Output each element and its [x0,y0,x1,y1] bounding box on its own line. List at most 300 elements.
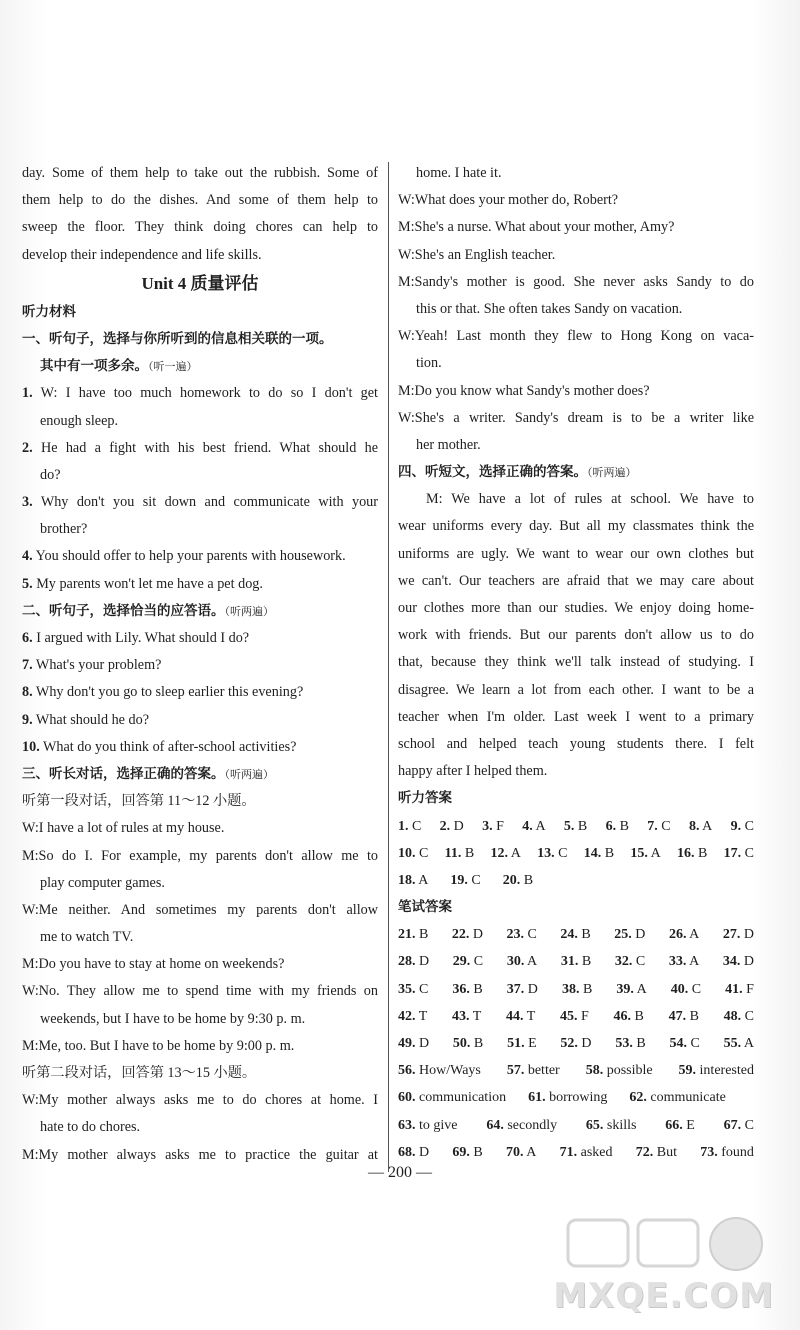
answer-value: C [741,1008,754,1024]
answer-item [398,840,428,867]
answer-number: 56. [398,1063,416,1079]
question-line [22,435,378,462]
answer-number: 7. [647,818,658,834]
question-text: He had a fight with his best friend. What should he [32,439,378,456]
answer-value: A [647,845,661,861]
answer-number: 28. [398,954,416,970]
answer-value: C [524,927,537,943]
dialogue2-intro: 听第二段对话，回答第 13～15 小题。 [22,1065,257,1081]
question-number: 4. [22,548,33,565]
answer-number: 18. [398,872,416,888]
answer-number: 54. [669,1036,687,1051]
answer-number: 2. [439,818,451,834]
answer-number: 24. [560,927,578,943]
answer-number: 64. [486,1117,504,1133]
answer-item [723,948,754,975]
answer-value: to give [415,1117,458,1133]
dialogue-line: W:She's a writer. Sandy's dream is to be a writer like [398,409,754,426]
answer-item [629,1084,725,1111]
question-text: You should offer to help your parents with housework. [32,548,346,565]
answer-item [440,813,464,840]
answer-item [398,813,421,840]
answer-number: 73. [700,1144,718,1160]
answer-row [398,1139,754,1166]
section1-heading: 一、听句子，选择与你所听到的信息相关联的一项。 [22,330,333,347]
answer-item [586,1112,637,1139]
answer-number: 69. [452,1144,470,1160]
answer-number: 68. [398,1144,416,1160]
answer-number: 27. [722,927,741,943]
section3-heading-text: 三、听长对话，选择正确的答案。 [22,765,225,782]
answer-value: D [524,981,538,997]
dialogue-continuation: home. I hate it. [416,165,502,181]
answer-item [507,1030,537,1057]
question-text: W: I have too much homework to do so I don't get [32,385,378,402]
passage-line: that, because they think we'll talk instead of studying. I [398,654,754,671]
answer-item [450,867,480,894]
answer-value: D [740,927,754,943]
answer-item [507,1057,560,1084]
answer-number: 61. [528,1090,546,1106]
section2-heading [22,598,378,625]
answer-number: 30. [506,954,525,970]
passage-line: our clothes more than our studies. We enjoy doing home- [398,600,754,616]
answer-number: 38. [561,981,580,997]
answer-value: C [415,981,429,997]
answer-number: 10. [398,845,416,861]
question-line [22,571,378,598]
answer-item [398,1084,506,1111]
answer-value: secondly [503,1117,558,1133]
answer-value: D [631,927,646,943]
answer-value: E [682,1117,695,1133]
question-continuation: enough sleep. [40,412,119,429]
answer-number: 53. [615,1036,633,1051]
question-number: 1. [22,385,33,402]
answer-item [452,921,483,948]
passage-line: happy after I helped them. [398,763,548,780]
question-line [22,679,378,706]
dialogue-continuation: weekends, but I have to be home by 9:30 p. m. [40,1010,306,1027]
question-number: 8. [22,684,33,701]
paragraph-line: day. Some of them help to take out the rubbish. Some of [22,165,378,181]
answer-row [398,1030,754,1057]
answer-item [453,948,483,975]
answer-number: 65. [585,1117,604,1133]
listening-material-heading: 听力材料 [22,303,76,320]
answer-item [731,813,754,840]
answer-item [503,867,533,894]
paragraph-line: sweep the floor. They think doing chores can help to [22,219,378,236]
section2-heading-text: 二、听句子，选择恰当的应答语。 [22,602,225,619]
answer-item [614,1003,644,1030]
paragraph-line: them help to do the dishes. And some of them help to [22,192,378,209]
answer-number: 43. [452,1008,470,1024]
answer-number: 48. [723,1008,742,1024]
answer-number: 29. [452,954,471,970]
answer-value: B [616,818,629,834]
answer-item [453,1030,483,1057]
answer-value: C [741,818,754,834]
answer-value: B [520,872,534,888]
answer-value: D [740,954,754,970]
answer-value: B [577,927,591,943]
answer-value: D [415,1144,430,1160]
answer-value: D [415,954,430,970]
question-line [22,489,378,516]
answer-number: 62. [629,1090,647,1106]
section4-heading-text: 四、听短文，选择正确的答案。 [398,464,587,481]
answer-value: A [507,845,521,861]
answer-value: But [653,1144,677,1160]
answer-item [615,1030,645,1057]
answer-item [506,1139,536,1166]
answer-value: B [578,954,592,970]
answer-number: 42. [398,1008,416,1024]
answer-item [616,976,646,1003]
answer-value: B [694,845,708,861]
answer-number: 22. [451,927,470,943]
answer-value: E [524,1036,537,1051]
answer-number: 44. [506,1008,524,1024]
answer-value: A [523,1144,537,1160]
answer-item [506,1003,535,1030]
answer-item [724,1030,754,1057]
question-line [22,543,378,570]
answer-value: D [415,1036,430,1051]
answer-item [630,840,660,867]
answer-number: 9. [730,818,742,834]
question-line [22,707,378,734]
passage-line: uniforms are ugly. We want to wear our own clothes but [398,545,754,562]
answer-item [528,1084,607,1111]
answer-value: A [532,818,546,834]
dialogue-line: W:No. They allow me to spend time with my friends on [22,983,378,1000]
answer-value: possible [603,1063,653,1079]
answer-item [723,921,754,948]
section4-heading [398,459,754,486]
answer-item [560,921,590,948]
answer-number: 50. [452,1036,471,1051]
section3-heading-note: （听两遍） [224,767,274,781]
answer-number: 16. [676,845,695,861]
answer-value: A [524,954,538,970]
question-number: 7. [22,657,33,674]
question-number: 9. [22,711,33,728]
answer-value: A [741,1036,754,1051]
watermark-text: MXQE.COM [553,1276,774,1316]
answer-item [560,1003,589,1030]
answer-item [507,921,537,948]
answer-number: 11. [444,845,462,861]
answer-value: B [469,981,483,997]
dialogue-line: M:Do you know what Sandy's mother does? [398,382,650,399]
answer-number: 55. [723,1036,742,1051]
answer-number: 25. [614,927,632,943]
section3-heading [22,761,378,788]
answer-number: 47. [668,1008,687,1024]
answer-number: 19. [450,872,468,888]
answer-number: 51. [507,1036,525,1051]
answer-row [398,1084,754,1111]
answer-value: C [415,845,429,861]
answer-value: F [742,981,754,997]
answer-number: 8. [688,818,700,834]
answer-number: 52. [560,1036,578,1051]
dialogue-line: M:Me, too. But I have to be home by 9:00 p. m. [22,1037,295,1054]
answer-item [665,1112,695,1139]
answer-value: C [554,845,568,861]
answer-value: C [686,1036,700,1051]
question-text: Why don't you go to sleep earlier this evening? [32,684,304,701]
answer-item [561,948,591,975]
answer-item [689,813,712,840]
written-answers-heading: 笔试答案 [398,899,452,916]
answer-number: 6. [605,818,617,834]
answer-number: 46. [613,1008,632,1024]
answer-value: T [523,1008,536,1024]
answer-value: C [741,1117,754,1133]
answer-item [615,948,645,975]
answer-item [677,840,707,867]
answer-value: F [492,818,504,834]
answer-number: 37. [506,981,525,997]
answer-number: 34. [722,954,741,970]
dialogue-line: W:She's an English teacher. [398,246,556,263]
answer-value: C [632,954,646,970]
question-continuation: do? [40,466,61,483]
dialogue-line: W:I have a lot of rules at my house. [22,820,225,837]
answer-item [398,1030,429,1057]
answer-number: 17. [723,845,742,861]
section1-heading-cont [22,353,378,380]
question-continuation: brother? [40,521,88,538]
answer-number: 13. [537,845,555,861]
dialogue-line: M:Sandy's mother is good. She never asks Sandy to do [398,273,754,290]
answer-number: 1. [398,818,409,834]
answer-value: B [631,1008,644,1024]
column-divider [388,162,389,1172]
answer-item [398,1003,427,1030]
answer-row [398,976,754,1003]
question-number: 3. [22,494,33,511]
question-text: What's your problem? [32,657,162,674]
answer-value: T [469,1008,482,1024]
answer-item [398,948,429,975]
dialogue-line: M:So do I. For example, my parents don't allow me to [22,847,378,864]
passage-line: wear uniforms every day. But all my classmates think the [398,518,754,535]
dialogue-continuation: this or that. She often takes Sandy on vacation. [416,300,683,317]
answer-value: skills [603,1117,637,1133]
answer-item [724,840,754,867]
answer-item [398,1139,429,1166]
dialogue-continuation: tion. [416,355,442,372]
question-number: 5. [22,575,33,592]
answer-value: communicate [646,1090,726,1106]
answer-value: F [577,1008,589,1024]
question-text: What should he do? [32,711,150,728]
question-text: My parents won't let me have a pet dog. [32,575,263,592]
left-column [22,160,378,1169]
answer-number: 71. [559,1144,578,1160]
answer-item [724,1003,754,1030]
answer-number: 58. [585,1063,604,1079]
answer-value: better [524,1063,560,1079]
answer-row [398,813,754,840]
question-text: Why don't you sit down and communicate with your [32,494,378,511]
answer-item [671,976,701,1003]
question-number: 2. [22,439,33,456]
answer-value: D [577,1036,592,1051]
answer-value: A [686,927,700,943]
section1-heading-note: （听一遍） [148,360,198,374]
dialogue-line: W:Me neither. And sometimes my parents don't allow [22,901,378,918]
answer-number: 57. [506,1063,525,1079]
question-number: 6. [22,630,33,646]
answer-item [669,1030,699,1057]
answer-value: A [699,818,713,834]
dialogue-line: W:Yeah! Last month they flew to Hong Kong on vaca- [398,328,754,345]
answer-item [669,921,699,948]
answer-number: 21. [398,927,416,943]
answer-item [398,921,428,948]
answer-number: 26. [668,927,687,943]
answer-number: 72. [635,1144,654,1160]
answer-value: asked [577,1144,613,1160]
answer-item [398,976,428,1003]
answer-value: B [686,1008,699,1024]
answer-number: 49. [398,1036,416,1051]
dialogue-continuation: hate to do chores. [40,1119,141,1136]
answer-item [452,1139,482,1166]
answer-item [636,1139,677,1166]
question-number: 10. [22,738,40,755]
dialogue-continuation: her mother. [416,436,481,453]
answer-number: 66. [665,1117,683,1133]
answer-value: C [408,818,422,834]
answer-item [522,813,545,840]
answer-value: C [470,954,484,970]
answer-number: 67. [723,1117,742,1133]
answer-row [398,1003,754,1030]
question-line [22,380,378,407]
answer-number: 14. [583,845,602,861]
answer-item [507,976,538,1003]
passage-line: work with friends. But our parents don't allow us to do [398,627,754,644]
answer-number: 4. [522,818,533,834]
answer-item [398,867,428,894]
answer-item [606,813,629,840]
answer-value: found [717,1144,754,1160]
answer-value: C [688,981,702,997]
answer-value: T [415,1008,428,1024]
answer-item [614,921,645,948]
answer-value: B [632,1036,646,1051]
answer-item [725,976,754,1003]
answer-number: 35. [398,981,416,997]
answer-number: 70. [506,1144,524,1160]
answer-item [669,1003,699,1030]
answer-value: B [470,1036,484,1051]
question-text: What do you think of after-school activities? [39,738,297,755]
answer-value: borrowing [545,1090,608,1106]
answer-number: 36. [452,981,470,997]
answer-row [398,840,754,867]
answer-item [586,1057,653,1084]
answer-number: 60. [398,1090,416,1106]
answer-item [562,976,592,1003]
answer-value: A [633,981,647,997]
answer-number: 40. [670,981,689,997]
passage-line: school and helped teach young students there. I felt [398,735,754,752]
answer-value: B [461,845,475,861]
answer-item [560,1030,591,1057]
answer-row [398,948,754,975]
answer-value: B [574,818,588,834]
answer-item [398,1112,458,1139]
answer-value: B [415,927,429,943]
answer-number: 41. [725,981,743,997]
dialogue1-intro: 听第一段对话，回答第 11～12 小题。 [22,793,256,810]
question-line [22,734,378,761]
answer-value: communication [415,1090,507,1106]
paragraph-line: develop their independence and life skills. [22,246,262,263]
section1-heading-text: 其中有一项多余。 [40,358,148,375]
answer-number: 39. [616,981,634,997]
right-column [398,160,754,1166]
answer-value: C [467,872,481,888]
answer-value: D [450,818,464,834]
answer-value: B [601,845,615,861]
unit-title: Unit 4 质量评估 [141,273,259,293]
answer-value: D [469,927,483,943]
answer-row [398,867,754,894]
question-text: I argued with Lily. What should I do? [32,630,250,646]
dialogue-continuation: play computer games. [40,874,165,891]
answer-value: How/Ways [415,1063,481,1079]
answer-number: 23. [506,927,525,943]
answer-value: C [657,818,671,834]
dialogue-line: M:She's a nurse. What about your mother, Amy? [398,219,675,236]
passage-line: M: We have a lot of rules at school. We have to [426,491,754,508]
answer-row [398,921,754,948]
answer-item [452,1003,481,1030]
answer-item [700,1139,754,1166]
answer-value: A [686,954,700,970]
passage-line: we can't. Our teachers are afraid that we may care about [398,572,754,589]
answer-item [452,976,482,1003]
answer-item [564,813,587,840]
dialogue-continuation: me to watch TV. [40,929,134,946]
dialogue-line: W:What does your mother do, Robert? [398,192,619,209]
answer-number: 3. [482,818,493,834]
page-number: — 200 — [368,1164,432,1181]
answer-value: A [415,872,429,888]
answer-row [398,1112,754,1139]
answer-item [560,1139,613,1166]
answer-number: 5. [563,818,575,834]
answer-number: 15. [630,845,648,861]
answer-number: 45. [560,1008,578,1024]
dialogue-line: W:My mother always asks me to do chores at home. I [22,1092,378,1109]
question-line [22,652,378,679]
answer-value: B [579,981,593,997]
answer-item [486,1112,557,1139]
dialogue-line: M:Do you have to stay at home on weekends? [22,956,285,973]
passage-line: disagree. We learn a lot from each other. I want to be a [398,681,754,698]
answer-number: 12. [490,845,508,861]
answer-item [669,948,699,975]
